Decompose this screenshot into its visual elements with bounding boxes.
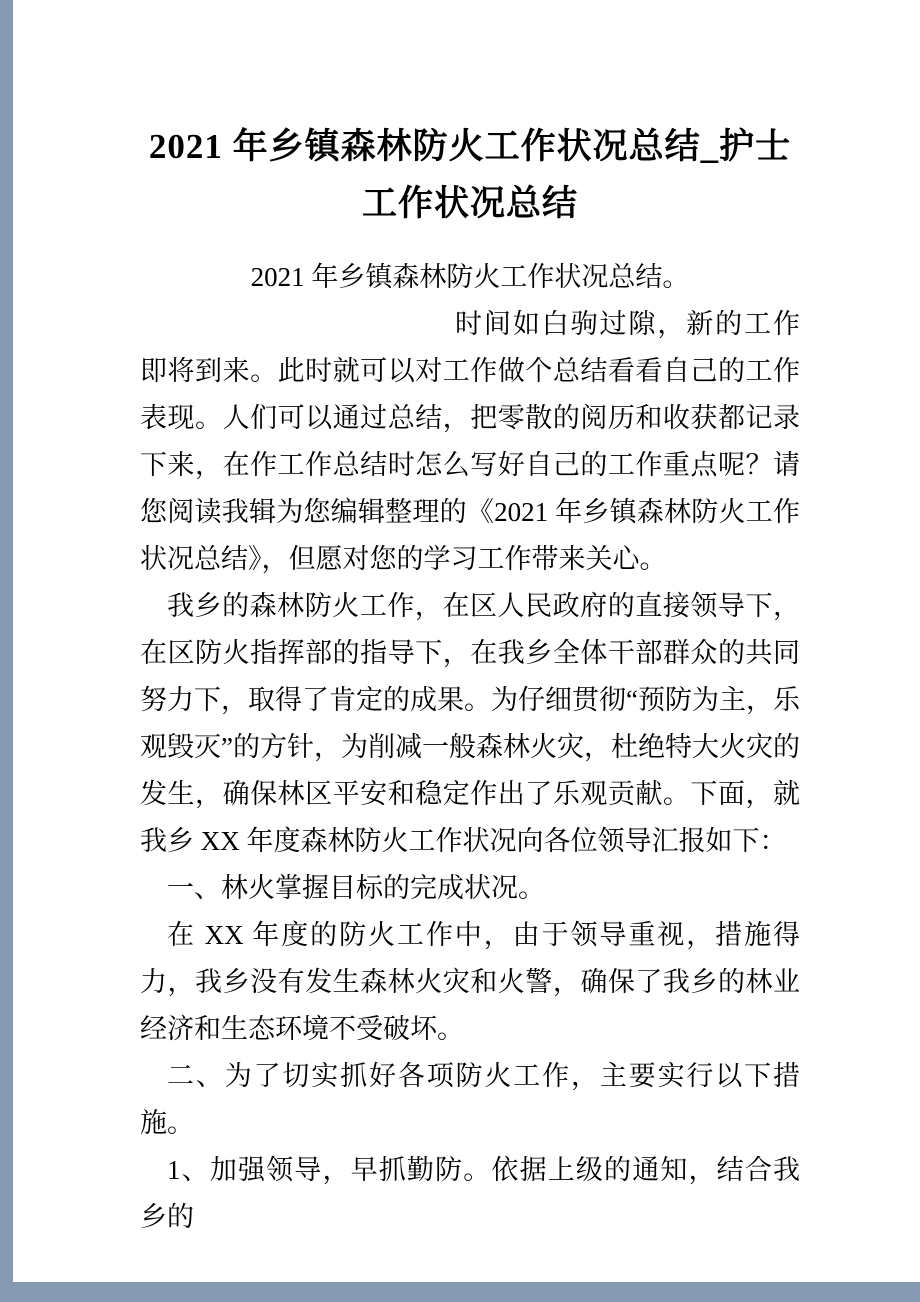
paragraph: 二、为了切实抓好各项防火工作，主要实行以下措施。 (140, 1061, 800, 1138)
paragraph: 2021 年乡镇森林防火工作状况总结。 (250, 262, 690, 292)
paragraph-container (140, 254, 800, 1241)
paragraph: 一、林火掌握目标的完成状况。 (167, 873, 545, 903)
document-title: 2021 年乡镇森林防火工作状况总结_护士工作状况总结 (148, 127, 792, 223)
left-border-bar (0, 0, 13, 1302)
document-content (140, 118, 800, 1241)
paragraph: 时间如白驹过隙，新的工作即将到来。此时就可以对工作做个总结看看自己的工作表现。人们可以通过总结，把零散的阅历和收获都记录下来，在作工作总结时怎么写好自己的工作重点呢？请您阅读我辑为您编辑整理的《2021 年乡镇森林防火工作状况总结》，但愿对您的学习工作带来关心。 (140, 309, 800, 574)
bottom-border-bar (0, 1282, 920, 1302)
paragraph: 我乡的森林防火工作，在区人民政府的直接领导下，在区防火指挥部的指导下，在我乡全体干部群众的共同努力下，取得了肯定的成果。为仔细贯彻“预防为主，乐观毁灭”的方针，为削减一般森林火灾，杜绝特大火灾的发生，确保林区平安和稳定作出了乐观贡献。下面，就我乡 XX 年度森林防火工作状况向各位领导汇报如下： (140, 591, 800, 856)
paragraph: 在 XX 年度的防火工作中，由于领导重视，措施得力，我乡没有发生森林火灾和火警，确保了我乡的林业经济和生态环境不受破坏。 (140, 920, 800, 1044)
paragraph: 1、加强领导，早抓勤防。依据上级的通知，结合我乡的 (140, 1155, 800, 1232)
